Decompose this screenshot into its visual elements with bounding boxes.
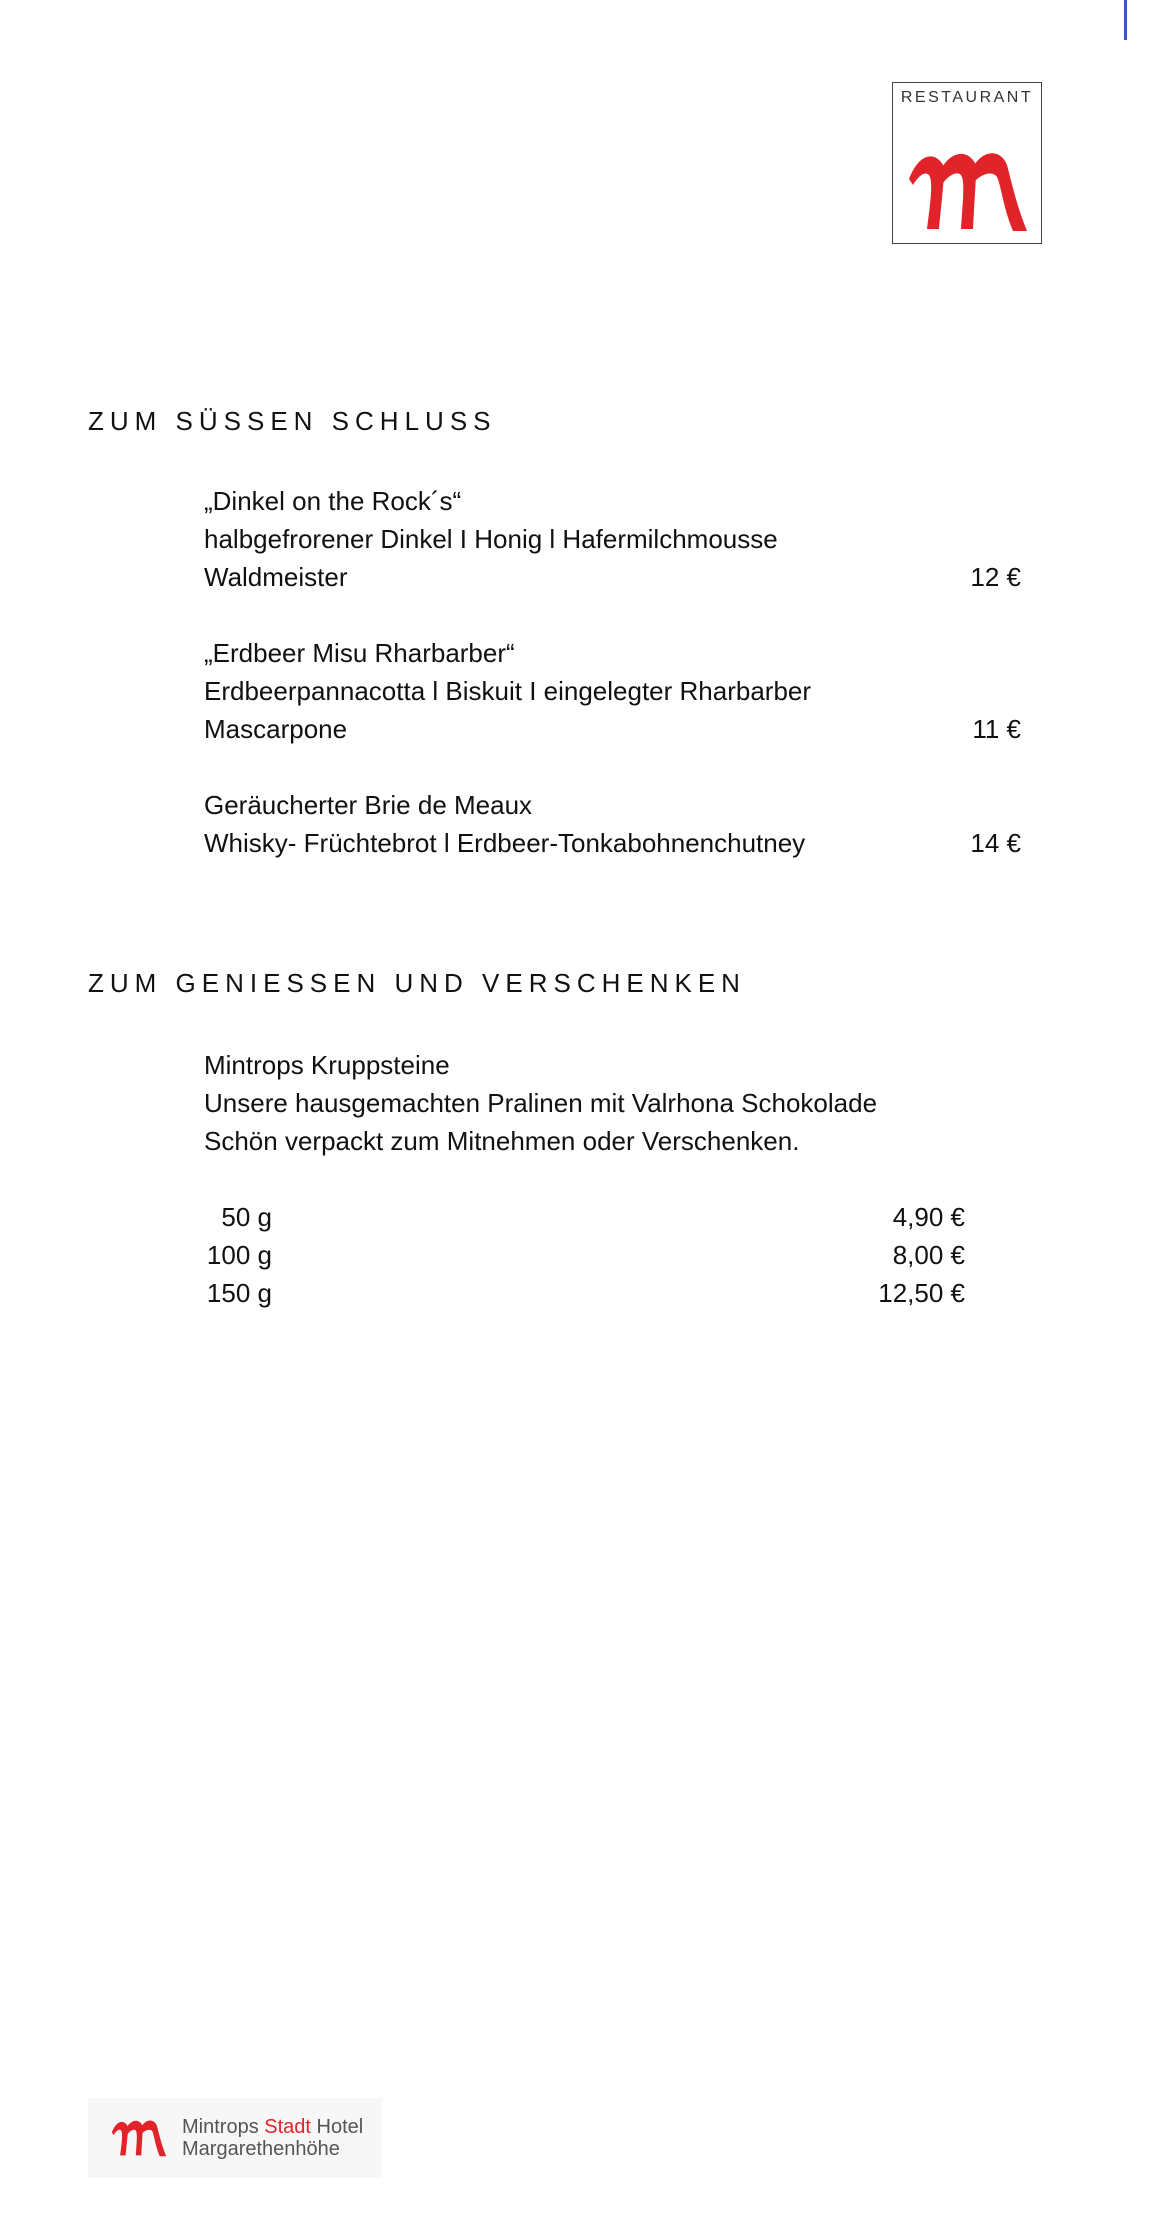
dessert-1-price: 12 € bbox=[970, 562, 1021, 592]
hotel-location: Margarethenhöhe bbox=[182, 2138, 340, 2160]
m-logo-icon bbox=[110, 2112, 168, 2160]
hotel-name bbox=[182, 2116, 363, 2160]
restaurant-logo bbox=[892, 82, 1042, 244]
logo-wordmark: RESTAURANT bbox=[900, 89, 1034, 106]
praline-size-weight: 50 g bbox=[221, 1202, 272, 1232]
dessert-1-description: halbgefrorener Dinkel I Honig l Hafermilchmousse bbox=[204, 524, 778, 554]
section-heading-sweets: ZUM SÜSSEN SCHLUSS bbox=[88, 406, 497, 436]
hotel-logo bbox=[88, 2098, 382, 2178]
dessert-3-description: Whisky- Früchtebrot l Erdbeer-Tonkabohnenchutney bbox=[204, 828, 806, 858]
praline-packaging-note: Schön verpackt zum Mitnehmen oder Verschenken. bbox=[204, 1126, 800, 1156]
dessert-2-title: „Erdbeer Misu Rharbarber“ bbox=[204, 638, 515, 668]
m-logo-icon bbox=[905, 139, 1031, 235]
dessert-2-price: 11 € bbox=[972, 714, 1021, 744]
page-edge-marker bbox=[1124, 0, 1127, 40]
praline-size-price: 4,90 € bbox=[892, 1202, 965, 1232]
praline-size-price: 12,50 € bbox=[878, 1278, 965, 1308]
hotel-name-part: Hotel bbox=[316, 2116, 364, 2138]
praline-title: Mintrops Kruppsteine bbox=[204, 1050, 450, 1080]
dessert-1-title: „Dinkel on the Rock´s“ bbox=[204, 486, 462, 516]
dessert-2-description-2: Mascarpone bbox=[204, 714, 348, 744]
praline-size-weight: 100 g bbox=[206, 1240, 272, 1270]
hotel-name-part: Mintrops bbox=[182, 2116, 259, 2138]
dessert-3-price: 14 € bbox=[970, 828, 1021, 858]
dessert-1-description-2: Waldmeister bbox=[204, 562, 348, 592]
dessert-3-title: Geräucherter Brie de Meaux bbox=[204, 790, 533, 820]
dessert-2-description: Erdbeerpannacotta l Biskuit I eingelegter Rharbarber bbox=[204, 676, 812, 706]
praline-description: Unsere hausgemachten Pralinen mit Valrhona Schokolade bbox=[204, 1088, 878, 1118]
hotel-name-accent: Stadt bbox=[264, 2116, 311, 2138]
praline-size-weight: 150 g bbox=[206, 1278, 272, 1308]
section-heading-gifts: ZUM GENIESSEN UND VERSCHENKEN bbox=[88, 968, 746, 998]
praline-size-price: 8,00 € bbox=[892, 1240, 965, 1270]
